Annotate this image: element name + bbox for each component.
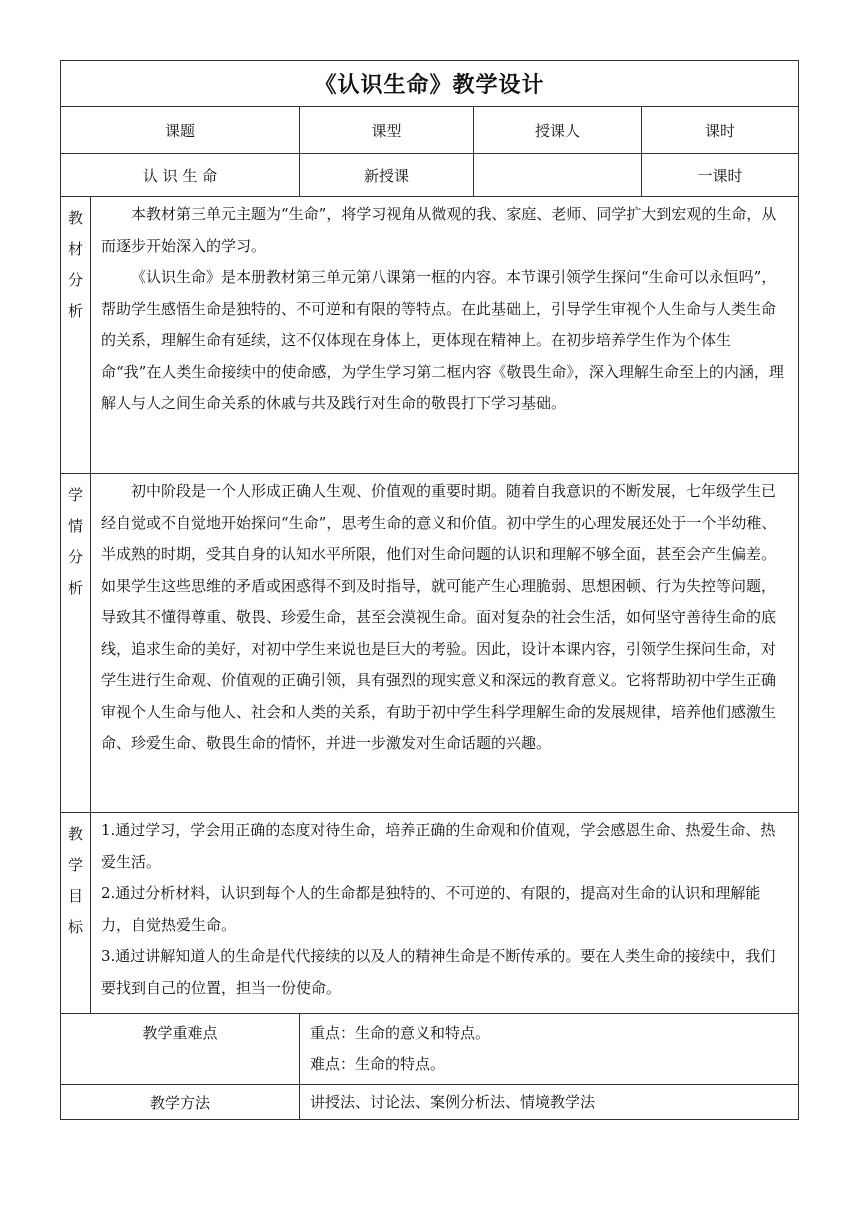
- textbook-analysis-label: [61, 197, 91, 474]
- hours-value: 一课时: [642, 154, 799, 197]
- label-char: 教: [67, 209, 83, 227]
- teaching-objectives-content: [91, 813, 799, 1014]
- difficult-point: 难点：生命的特点。: [310, 1055, 446, 1073]
- label-char: 标: [67, 918, 83, 936]
- label-char: 分: [67, 548, 83, 566]
- objective-item: 1.通过学习，学会用正确的态度对待生命，培养正确的生命观和价值观，学会感恩生命、热爱生命、热爱生活。: [101, 821, 776, 871]
- topic-value: 认 识 生 命: [61, 154, 300, 197]
- header-hours: 课时: [642, 107, 799, 154]
- student-analysis-content: [91, 474, 799, 813]
- lesson-plan-table: [60, 60, 799, 1120]
- paragraph: 《认识生命》是本册教材第三单元第八课第一框的内容。本节课引领学生探问“生命可以永恒吗”，帮助学生感悟生命是独特的、不可逆和有限的等特点。在此基础上，引导学生审视个人生命与人类生命的关系，理解生命有延续，这不仅体现在身体上，更体现在精神上。在初步培养学生作为个体生命“我”在人类生命接续中的使命感，为学生学习第二框内容《敬畏生命》，深入理解生命至上的内涵，理解人与人之间生命关系的休戚与共及践行对生命的敬畏打下学习基础。: [101, 268, 784, 412]
- label-char: 学: [67, 856, 83, 874]
- document-title: 《认识生命》教学设计: [61, 61, 799, 107]
- label-char: 析: [67, 579, 83, 597]
- label-char: 分: [67, 271, 83, 289]
- label-char: 教: [67, 825, 83, 843]
- teaching-methods-content: 讲授法、讨论法、案例分析法、情境教学法: [300, 1085, 799, 1120]
- type-value: 新授课: [300, 154, 474, 197]
- key-point: 重点：生命的意义和特点。: [310, 1024, 491, 1042]
- key-difficult-points-label: 教学重难点: [61, 1014, 300, 1085]
- objective-item: 3.通过讲解知道人的生命是代代接续的以及人的精神生命是不断传承的。要在人类生命的接续中，我们要找到自己的位置，担当一份使命。: [101, 947, 776, 997]
- header-topic: 课题: [61, 107, 300, 154]
- label-char: 目: [67, 887, 83, 905]
- teaching-methods-label: 教学方法: [61, 1085, 300, 1120]
- label-char: 情: [67, 517, 83, 535]
- teacher-value: [474, 154, 642, 197]
- label-char: 析: [67, 302, 83, 320]
- textbook-analysis-content: [91, 197, 799, 474]
- label-char: 材: [67, 240, 83, 258]
- objective-item: 2.通过分析材料，认识到每个人的生命都是独特的、不可逆的、有限的，提高对生命的认识和理解能力，自觉热爱生命。: [101, 884, 761, 934]
- lesson-plan-document: [60, 60, 798, 1120]
- key-difficult-points-content: [300, 1014, 799, 1085]
- student-analysis-label: [61, 474, 91, 813]
- header-teacher: 授课人: [474, 107, 642, 154]
- paragraph: 初中阶段是一个人形成正确人生观、价值观的重要时期。随着自我意识的不断发展，七年级学生已经自觉或不自觉地开始探问“生命”，思考生命的意义和价值。初中学生的心理发展还处于一个半幼稚、半成熟的时期，受其自身的认知水平所限，他们对生命问题的认识和理解不够全面，甚至会产生偏差。如果学生这些思维的矛盾或困惑得不到及时指导，就可能产生心理脆弱、思想困顿、行为失控等问题，导致其不懂得尊重、敬畏、珍爱生命，甚至会漠视生命。面对复杂的社会生活，如何坚守善待生命的底线，追求生命的美好，对初中学生来说也是巨大的考验。因此，设计本课内容，引领学生探问生命，对学生进行生命观、价值观的正确引领，具有强烈的现实意义和深远的教育意义。它将帮助初中学生正确审视个人生命与他人、社会和人类的关系，有助于初中学生科学理解生命的发展规律，培养他们感激生命、珍爱生命、敬畏生命的情怀，并进一步激发对生命话题的兴趣。: [101, 482, 777, 752]
- teaching-objectives-label: [61, 813, 91, 1014]
- label-char: 学: [67, 486, 83, 504]
- paragraph: 本教材第三单元主题为“生命”，将学习视角从微观的我、家庭、老师、同学扩大到宏观的生命，从而逐步开始深入的学习。: [101, 205, 777, 255]
- header-type: 课型: [300, 107, 474, 154]
